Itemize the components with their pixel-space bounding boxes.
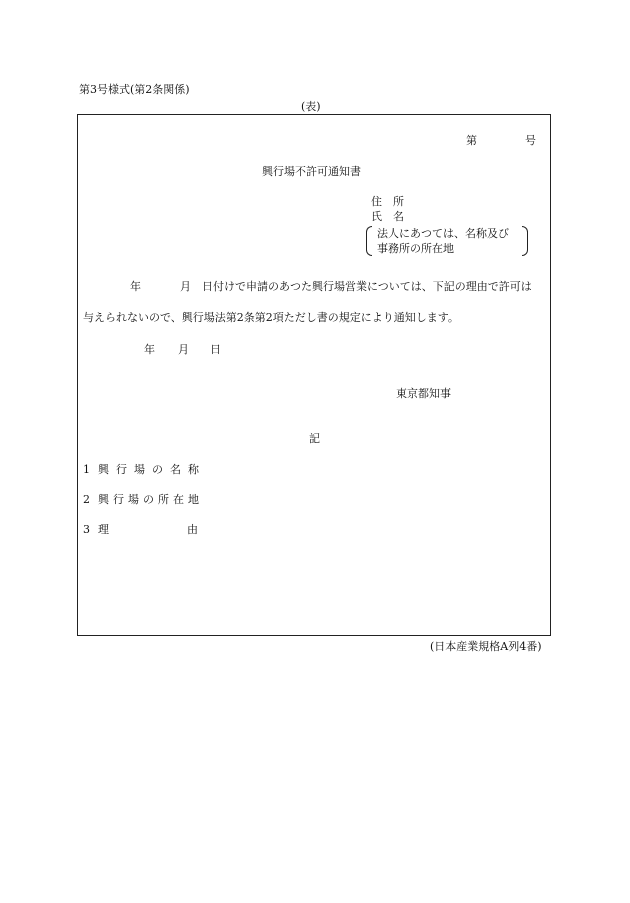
item-3-label-b: 由 xyxy=(187,523,198,536)
item-3-label-a: 理 xyxy=(98,523,109,536)
corporation-note-line2: 事務所の所在地 xyxy=(377,242,454,255)
bracket-left xyxy=(366,226,372,256)
item-1-number: 1 xyxy=(83,463,90,476)
bracket-right xyxy=(522,226,528,256)
corporation-note-line1: 法人にあつては、名称及び xyxy=(377,227,509,240)
form-number-label: 第3号様式(第2条関係) xyxy=(79,83,190,96)
body-month: 月 xyxy=(180,280,191,293)
side-label: (表) xyxy=(301,100,321,113)
date-year: 年 xyxy=(144,343,155,356)
ki-label: 記 xyxy=(309,432,320,445)
body-line2: 与えられないので、興行場法第2条第2項ただし書の規定により通知します。 xyxy=(83,311,459,324)
number-go: 号 xyxy=(525,134,536,147)
name-label: 氏 名 xyxy=(371,210,404,223)
footer-note: (日本産業規格A列4番) xyxy=(430,640,542,653)
issuer: 東京都知事 xyxy=(396,387,451,400)
item-2-number: 2 xyxy=(83,493,90,506)
address-label: 住 所 xyxy=(371,195,404,208)
corporation-note xyxy=(366,226,528,256)
item-2-label: 興行場の所在地 xyxy=(98,493,203,506)
body-year: 年 xyxy=(130,280,141,293)
body-line1: 日付けで申請のあつた興行場営業については、下記の理由で許可は xyxy=(202,280,532,293)
document-title: 興行場不許可通知書 xyxy=(262,165,361,178)
item-1-label: 興行場の名称 xyxy=(98,463,206,476)
item-3-number: 3 xyxy=(83,523,90,536)
form-frame xyxy=(77,114,551,636)
number-dai: 第 xyxy=(466,134,477,147)
date-month: 月 xyxy=(178,343,189,356)
date-day: 日 xyxy=(210,343,221,356)
